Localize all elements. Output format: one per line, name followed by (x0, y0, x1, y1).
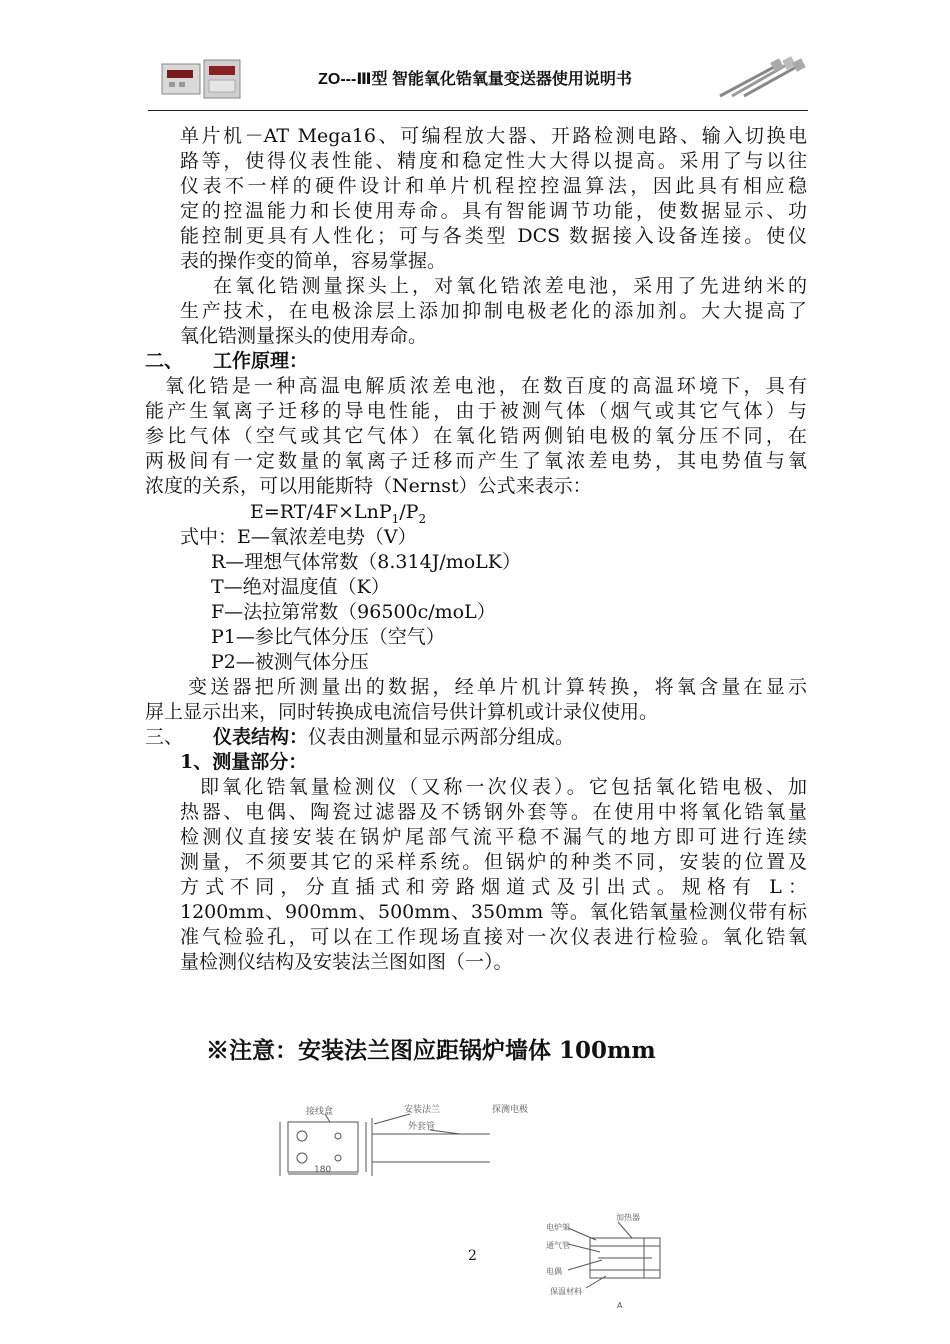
installation-note: ※注意：安装法兰图应距锅炉墙体 100mm (206, 1037, 656, 1064)
definition-line: P2—被测气体分压 (211, 651, 369, 673)
terminal-hole (297, 1153, 307, 1163)
label-insulation: 保温材料 (550, 1287, 582, 1296)
intro-line: 定的控温能力和长使用寿命。具有智能调节功能，使数据显示、功 (180, 200, 807, 222)
definition-line: R—理想气体常数（8.314J/moLK） (211, 551, 521, 573)
section3-number: 三、 (145, 726, 184, 748)
intro-line: 路等，使得仪表性能、精度和稳定性大大得以提高。采用了与以往 (180, 150, 807, 172)
label-vent: 通气管 (546, 1241, 570, 1250)
leader-line (618, 1222, 632, 1238)
principle-line: 能产生氧离子迁移的导电性能，由于被测气体（烟气或其它气体）与 (145, 400, 807, 422)
leader-line (568, 1228, 596, 1240)
probe-line: 氧化锆测量探头的使用寿命。 (180, 325, 428, 347)
measure-line: 热器、电偶、陶瓷过滤器及不锈钢外套等。在使用中将氧化锆氧量 (180, 801, 807, 823)
definition-line: F—法拉第常数（96500c/moL） (211, 601, 496, 623)
probe-line: 生产技术，在电极涂层上添加抑制电极老化的添加剂。大大提高了 (180, 300, 807, 322)
section2-number: 二、 (145, 350, 184, 372)
label-probe: 探测电极 (492, 1105, 529, 1115)
subsection1-title: 1、测量部分： (180, 751, 308, 773)
section3-heading (213, 725, 574, 750)
principle-line: 两极间有一定数量的氧离子迁移而产生了氧浓差电势，其电势值与氧 (145, 450, 807, 472)
page-number: 2 (468, 1248, 477, 1264)
section3-text: 仪表由测量和显示两部分组成。 (308, 726, 575, 748)
document-title: ZO---Ⅲ型 智能氧化锆氧量变送器使用说明书 (318, 71, 632, 88)
label-outer-tube: 外套管 (408, 1122, 436, 1132)
header-rule (148, 110, 808, 111)
label-electrode-frame: 电炉架 (546, 1223, 570, 1232)
label-flange: 安装法兰 (404, 1105, 441, 1115)
probe-image (716, 52, 808, 100)
equation-slash: /P (399, 501, 419, 523)
measure-line: 1200mm、900mm、500mm、350mm 等。氧化锆氧量检测仪带有标 (180, 901, 807, 923)
leader-line (568, 1260, 602, 1270)
terminal-hole (335, 1133, 341, 1139)
section2-title: 工作原理： (213, 350, 309, 372)
leader-line (374, 1114, 410, 1124)
transmit-line: 变送器把所测量出的数据，经单片机计算转换，将氧含量在显示 (188, 676, 807, 698)
principle-line: 浓度的关系，可以用能斯特（Nernst）公式来表示： (145, 475, 592, 497)
principle-line: 参比气体（空气或其它气体）在氧化锆两侧铂电极的氧分压不同，在 (145, 425, 807, 447)
dimension-180: 180 (314, 1165, 332, 1175)
equation-sub1: 1 (391, 511, 400, 526)
probe-detail-figure (540, 1208, 670, 1312)
label-thermocouple: 电偶 (546, 1267, 562, 1276)
transmit-line: 屏上显示出来，同时转换成电流信号供计算机或计录仪使用。 (145, 701, 659, 723)
intro-line: 能控制更具有人性化；可与各类型 DCS 数据接入设备连接。使仪 (180, 225, 807, 247)
measure-line: 方式不同，分直插式和旁路烟道式及引出式。规格有 L： (180, 876, 807, 898)
section3-title: 仪表结构： (213, 726, 309, 748)
label-heater: 加热器 (616, 1213, 640, 1222)
definition-line: 式中：E—氧浓差电势（V） (180, 526, 417, 548)
probe-structure-figure (270, 1100, 570, 1180)
measure-line: 检测仪直接安装在锅炉尾部气流平稳不漏气的地方即可进行连续 (180, 826, 807, 848)
terminal-hole (335, 1155, 341, 1161)
label-a: A (617, 1301, 623, 1310)
leader-line (568, 1244, 600, 1252)
principle-line: 氧化锆是一种高温电解质浓差电池，在数百度的高温环境下，具有 (165, 375, 807, 397)
intro-line: 仪表不一样的硬件设计和单片机程控控温算法，因此具有相应稳 (180, 175, 807, 197)
measure-line: 准气检验孔，可以在工作现场直接对一次仪表进行检验。氧化锆氧 (180, 926, 807, 948)
label-junction-box: 接线盒 (306, 1107, 334, 1117)
measure-line: 测量，不须要其它的采样系统。但锅炉的种类不同，安装的位置及 (180, 851, 807, 873)
measure-line: 量检测仪结构及安装法兰图如图（一）。 (180, 951, 513, 973)
measure-line: 即氧化锆氧量检测仪（又称一次仪表）。它包括氧化锆电极、加 (200, 776, 807, 798)
probe-line: 在氧化锆测量探头上，对氧化锆浓差电池，采用了先进纳米的 (213, 275, 807, 297)
terminal-hole (297, 1131, 307, 1141)
definition-line: T—绝对温度值（K） (211, 576, 390, 598)
intro-line: 单片机－AT Mega16、可编程放大器、开路检测电路、输入切换电 (180, 125, 807, 147)
equation-main: E=RT/4F×LnP (250, 501, 392, 523)
definition-line: P1—参比气体分压（空气） (211, 626, 445, 648)
intro-line: 表的操作变的简单，容易掌握。 (180, 250, 447, 272)
equation-sub2: 2 (418, 511, 427, 526)
